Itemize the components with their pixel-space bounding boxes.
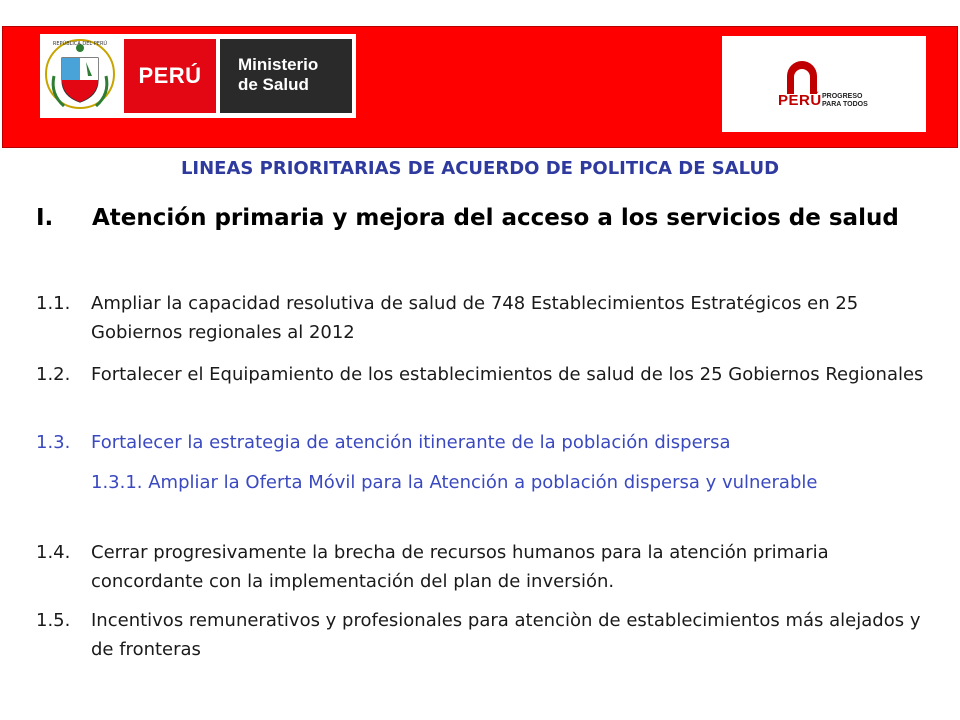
arch-icon <box>784 58 820 96</box>
document-title: LINEAS PRIORITARIAS DE ACUERDO DE POLITICA DE SALUD <box>180 158 780 179</box>
item-text: Incentivos remunerativos y profesionales para atenciòn de establecimientos más alejados y de fronteras <box>91 610 921 660</box>
tagline-line-2: PARA TODOS <box>822 101 868 108</box>
peru-wordmark <box>124 39 216 113</box>
item-number: 1.4. <box>36 542 71 563</box>
ministerio-wordmark <box>220 39 352 113</box>
item-number: 1.2. <box>36 364 71 385</box>
ministerio-de-salud-logo <box>40 34 356 118</box>
peru-progreso-logo <box>722 36 926 132</box>
svg-text:REPÚBLICA DEL PERÚ: REPÚBLICA DEL PERÚ <box>52 41 108 47</box>
peru-wordmark-text: PERÚ <box>138 63 202 88</box>
section-title: Atención primaria y mejora del acceso a los servicios de salud <box>92 205 899 231</box>
peru-progreso-wordmark: PERÚ <box>778 92 822 109</box>
item-number: 1.3. <box>36 432 71 453</box>
item-text: 1.3.1. Ampliar la Oferta Móvil para la Atención a población dispersa y vulnerable <box>91 472 818 493</box>
item-number: 1.1. <box>36 293 71 314</box>
tagline-line-1: PROGRESO <box>822 93 863 100</box>
ministerio-line-1: Ministerio <box>238 55 319 74</box>
item-number: 1.5. <box>36 610 71 631</box>
ministerio-line-2: de Salud <box>238 75 309 94</box>
item-text: Cerrar progresivamente la brecha de recursos humanos para la atención primaria concordante con la implementación del plan de inversión. <box>91 542 829 592</box>
item-text: Fortalecer el Equipamiento de los establecimientos de salud de los 25 Gobiernos Regionales <box>91 364 924 385</box>
item-text: Ampliar la capacidad resolutiva de salud de 748 Establecimientos Estratégicos en 25 Gobiernos regionales al 2012 <box>91 293 859 343</box>
section-number: I. <box>36 205 54 231</box>
progreso-tagline <box>822 93 868 109</box>
coat-of-arms-icon <box>42 36 118 116</box>
item-text: Fortalecer la estrategia de atención itinerante de la población dispersa <box>91 432 731 453</box>
